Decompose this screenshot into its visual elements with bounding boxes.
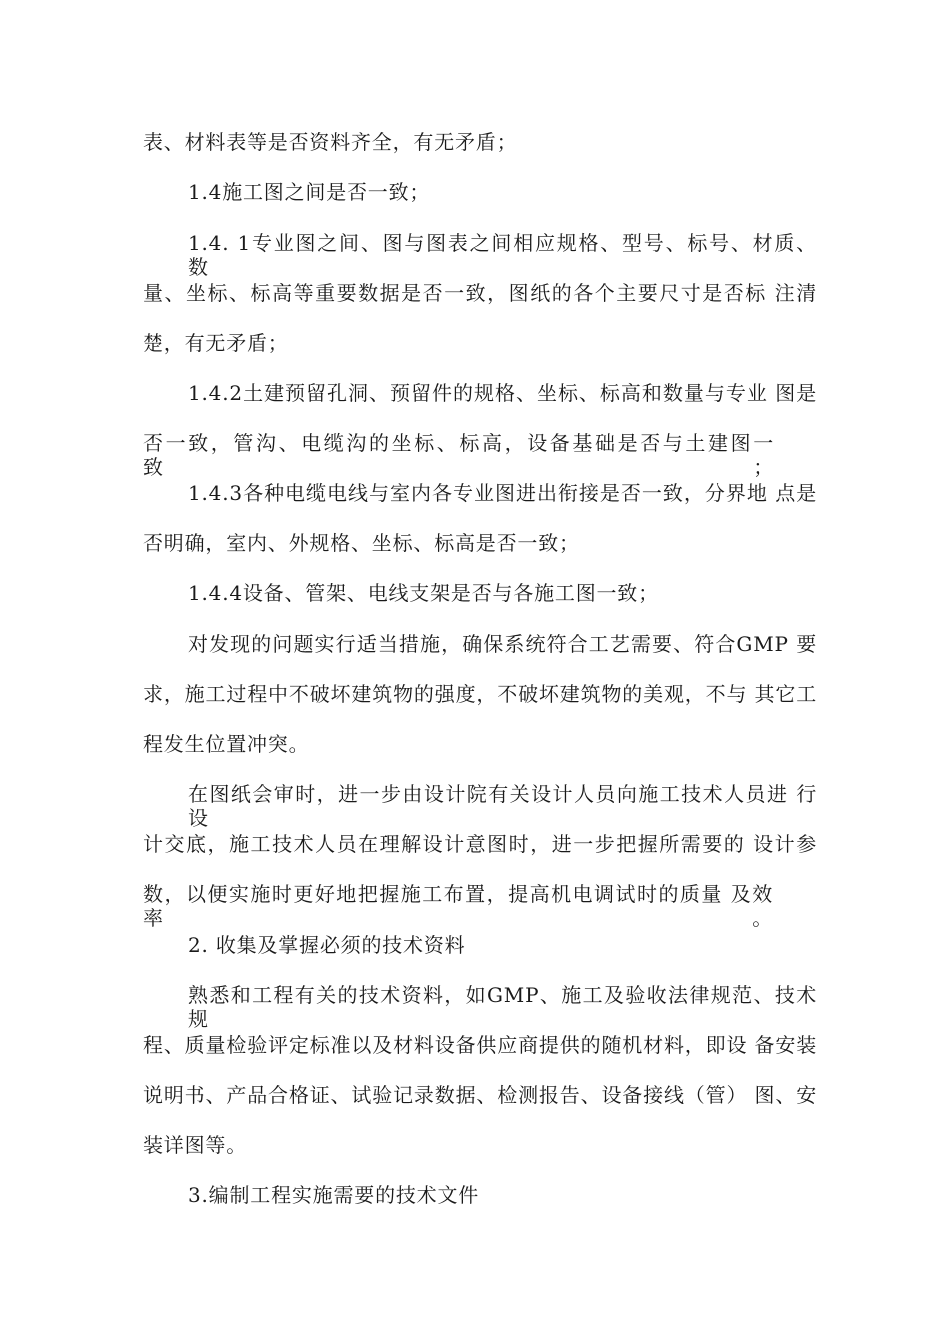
text-line-1: 表、材料表等是否资料齐全，有无矛盾；: [143, 130, 518, 154]
text-line-2: 1.4施工图之间是否一致；: [188, 180, 431, 204]
text-line-3: 1.4. 1专业图之间、图与图表之间相应规格、型号、标号、材质、 数: [188, 231, 817, 279]
text-line-8: 1.4.3各种电缆电线与室内各专业图进出衔接是否一致，分界地 点是: [188, 481, 817, 505]
text-line-5: 楚，有无矛盾；: [143, 331, 289, 355]
text-line-13: 程发生位置冲突。: [143, 732, 310, 756]
text-line-6: 1.4.2土建预留孔洞、预留件的规格、坐标、标高和数量与专业 图是: [188, 381, 817, 405]
text-line-17: 2. 收集及掌握必须的技术资料: [188, 933, 466, 957]
text-line-11: 对发现的问题实行适当措施，确保系统符合工艺需要、符合GMP 要: [188, 632, 817, 656]
text-line-16: 数，以便实施时更好地把握施工布置，提高机电调试时的质量 及效率。: [143, 882, 773, 930]
text-line-21: 装详图等。: [143, 1133, 247, 1157]
text-line-14: 在图纸会审时，进一步由设计院有关设计人员向施工技术人员进 行设: [188, 782, 817, 830]
text-line-9: 否明确，室内、外规格、坐标、标高是否一致；: [143, 531, 580, 555]
text-line-18: 熟悉和工程有关的技术资料，如GMP、施工及验收法律规范、技术 规: [188, 983, 817, 1031]
text-line-12: 求，施工过程中不破坏建筑物的强度，不破坏建筑物的美观，不与 其它工: [143, 682, 817, 706]
text-line-4: 量、坐标、标高等重要数据是否一致，图纸的各个主要尺寸是否标 注清: [143, 281, 817, 305]
text-line-20: 说明书、产品合格证、试验记录数据、检测报告、设备接线（管） 图、安: [143, 1083, 817, 1107]
text-line-7: 否一致，管沟、电缆沟的坐标、标高，设备基础是否与土建图一 致；: [143, 431, 774, 479]
text-line-10: 1.4.4设备、管架、电线支架是否与各施工图一致；: [188, 581, 659, 605]
text-line-19: 程、质量检验评定标准以及材料设备供应商提供的随机材料，即设 备安装: [143, 1033, 817, 1057]
text-line-15: 计交底，施工技术人员在理解设计意图时，进一步把握所需要的 设计参: [143, 832, 817, 856]
text-line-22: 3.编制工程实施需要的技术文件: [188, 1183, 480, 1207]
